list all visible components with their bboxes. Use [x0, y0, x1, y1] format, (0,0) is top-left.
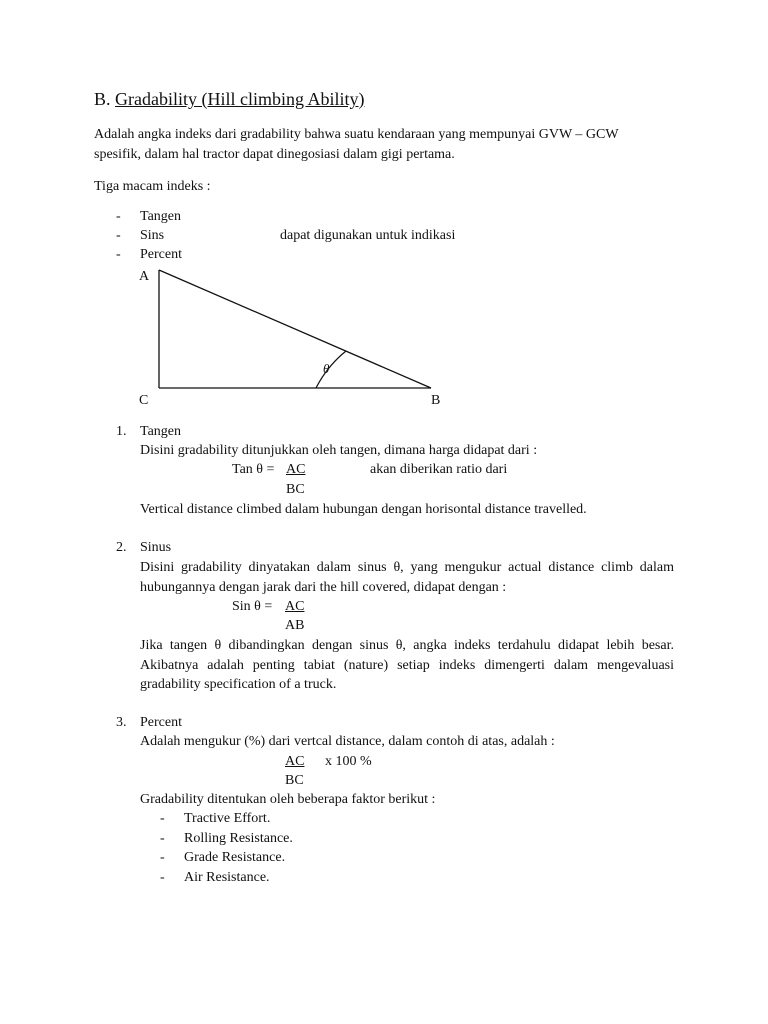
index-dash-3: -: [116, 247, 121, 262]
factor-dash-4: -: [160, 870, 165, 885]
factor-item-grade-resistance: Grade Resistance.: [184, 850, 286, 865]
sinus-formula-prefix: Sin θ =: [232, 599, 273, 614]
vertex-label-a: A: [139, 269, 150, 284]
percent-desc: Adalah mengukur (%) dari vertcal distance, dalam contoh di atas, adalah :: [140, 734, 555, 749]
index-dash-1: -: [116, 209, 121, 224]
sinus-denominator: AB: [285, 618, 305, 633]
tangen-numerator: AC: [286, 462, 306, 477]
factor-item-tractive-effort: Tractive Effort.: [184, 811, 271, 826]
factor-dash-2: -: [160, 831, 165, 846]
tangen-formula-note: akan diberikan ratio dari: [370, 462, 508, 477]
factor-dash-3: -: [160, 850, 165, 865]
sinus-desc: Disini gradability dinyatakan dalam sinus θ, yang mengukur actual distance climb dalam hubungannya dengan jarak dari the hill covered, didapat dengan :: [140, 560, 674, 595]
intro-line-2: spesifik, dalam hal tractor dapat dinegosiasi dalam gigi pertama.: [94, 147, 455, 162]
sinus-number: 2.: [116, 540, 127, 555]
index-dash-2: -: [116, 228, 121, 243]
factor-dash-1: -: [160, 811, 165, 826]
index-item-percent: Percent: [140, 247, 182, 262]
percent-denominator: BC: [285, 773, 304, 788]
percent-title: Percent: [140, 715, 182, 730]
angle-label-theta: θ: [323, 361, 330, 376]
index-note: dapat digunakan untuk indikasi: [280, 228, 456, 243]
percent-numerator: AC: [285, 754, 305, 769]
triangle-side-ab: [159, 270, 431, 388]
angle-arc: [316, 351, 346, 388]
tangen-number: 1.: [116, 424, 127, 439]
vertex-label-c: C: [139, 393, 149, 408]
section-prefix: B.: [94, 89, 111, 109]
factor-item-air-resistance: Air Resistance.: [184, 870, 270, 885]
tangen-title: Tangen: [140, 424, 182, 439]
percent-number: 3.: [116, 715, 127, 730]
tangen-denominator: BC: [286, 482, 305, 497]
percent-factors-intro: Gradability ditentukan oleh beberapa faktor berikut :: [140, 792, 436, 807]
factor-item-rolling-resistance: Rolling Resistance.: [184, 831, 293, 846]
sinus-numerator: AC: [285, 599, 305, 614]
index-item-sins: Sins: [140, 228, 165, 243]
sinus-comparison: Jika tangen θ dibandingkan dengan sinus θ, angka indeks terdahulu didapat lebih besar. Akibatnya adalah penting tabiat (nature) setiap indeks dimengerti dalam mengevaluasi gradability specification of a truck.: [140, 638, 674, 692]
vertex-label-b: B: [431, 393, 441, 408]
indeks-intro: Tiga macam indeks :: [94, 179, 211, 194]
tangen-formula-prefix: Tan θ =: [232, 462, 275, 477]
section-title: Gradability (Hill climbing Ability): [115, 89, 365, 109]
index-item-tangen: Tangen: [140, 209, 182, 224]
percent-multiplier: x 100 %: [325, 754, 372, 769]
intro-line-1: Adalah angka indeks dari gradability bahwa suatu kendaraan yang mempunyai GVW – GCW: [94, 127, 619, 142]
sinus-title: Sinus: [140, 540, 172, 555]
tangen-desc: Disini gradability ditunjukkan oleh tangen, dimana harga didapat dari :: [140, 443, 538, 458]
tangen-conclusion: Vertical distance climbed dalam hubungan dengan horisontal distance travelled.: [140, 502, 587, 517]
